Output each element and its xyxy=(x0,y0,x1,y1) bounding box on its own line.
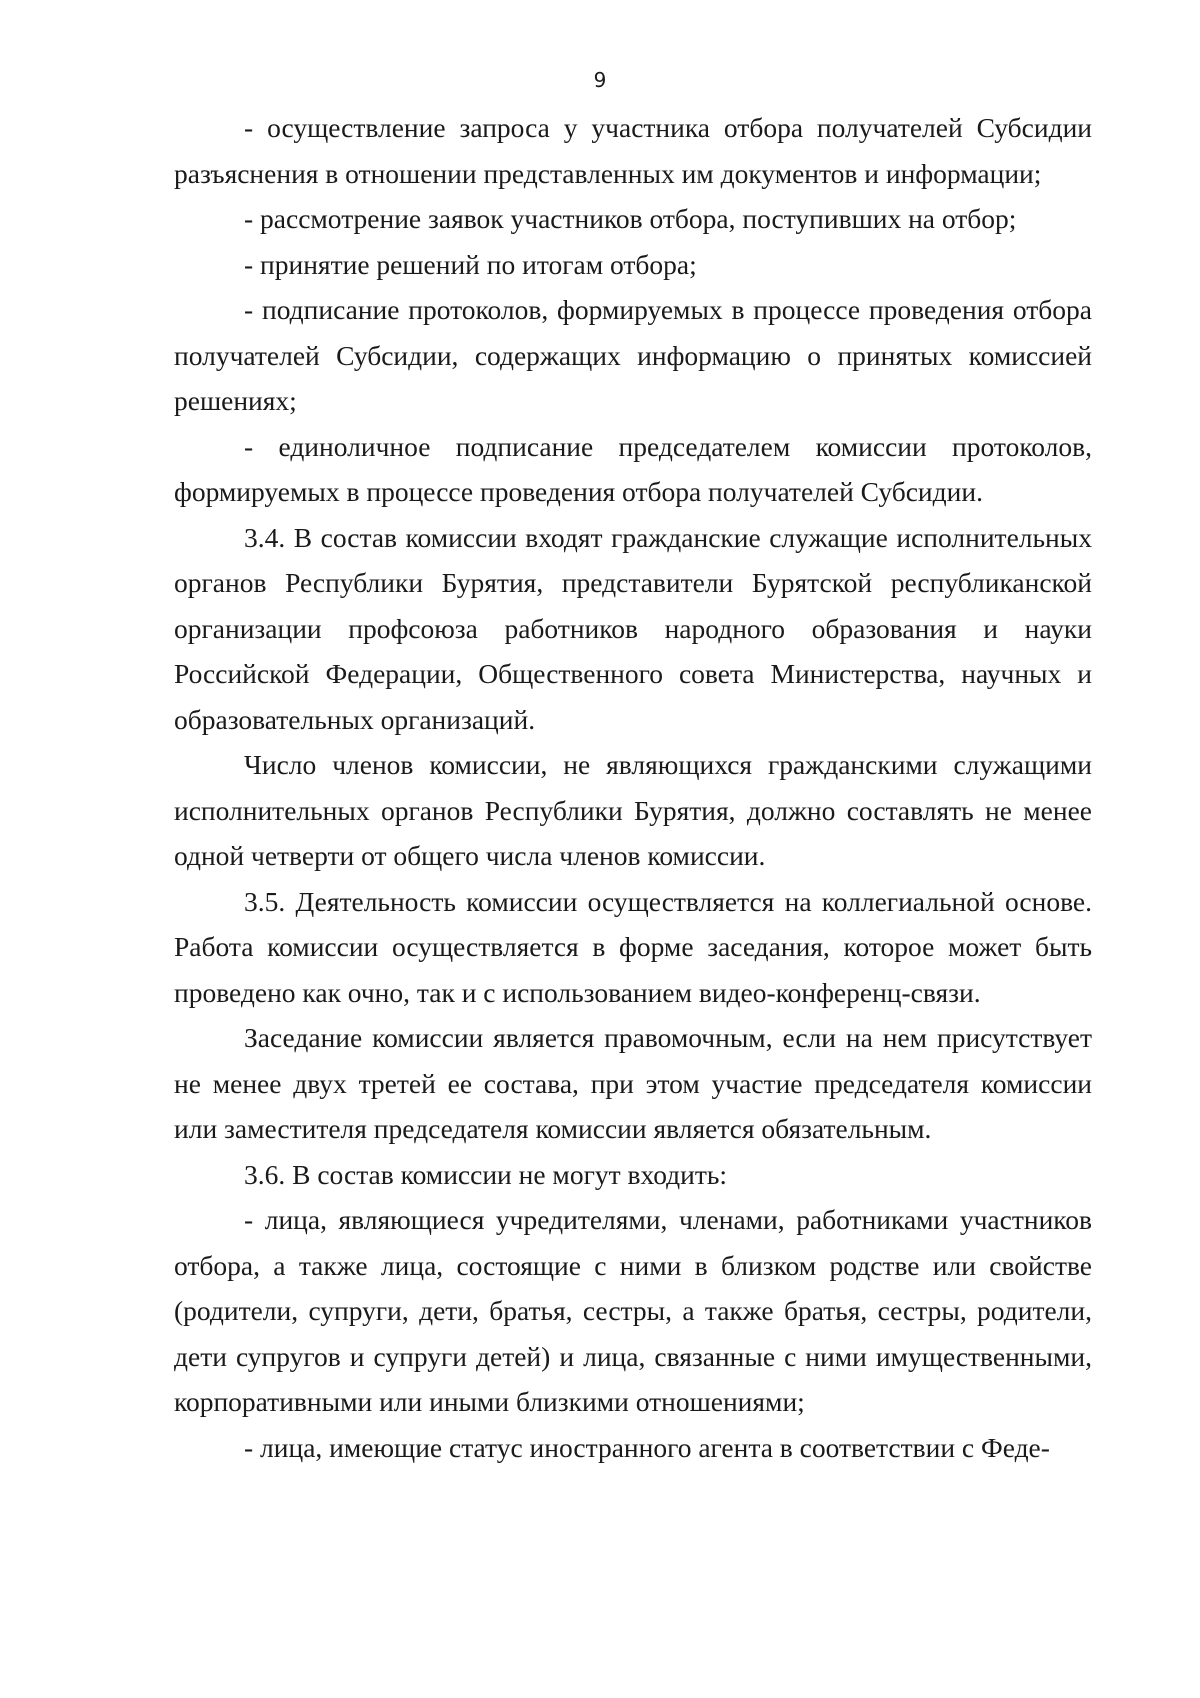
page-number: 9 xyxy=(593,68,607,92)
paragraph-sole-signing: - единоличное подписание председателем комиссии протоколов, формируемых в процессе проведения отбора получателей Субсидии. xyxy=(174,430,1092,507)
paragraph-member-count: Число членов комиссии, не являющихся гражданскими служащими исполнительных органов Республики Бурятия, должно составлять не менее одной четверти от общего числа членов комиссии. xyxy=(174,749,1092,871)
paragraph-quorum: Заседание комиссии является правомочным, если на нем присутствует не менее двух третей ее состава, при этом участие председателя комиссии или заместителя председателя комиссии является обязательным. xyxy=(174,1022,1092,1144)
paragraph-3-6-exclusions: 3.6. В состав комиссии не могут входить: xyxy=(244,1158,728,1190)
paragraph-request-clarification: - осуществление запроса у участника отбора получателей Субсидии разъяснения в отношении представленных им документов и информации; xyxy=(174,112,1092,189)
paragraph-3-4-composition: 3.4. В состав комиссии входят гражданские служащие исполнительных органов Республики Бурятия, представители Бурятской республиканской организации профсоюза работников народного образования и науки Российской Федерации, Общественного совета Министерства, научных и образовательных организаций. xyxy=(174,521,1092,735)
document-body xyxy=(174,105,1092,1470)
paragraph-3-5-activity: 3.5. Деятельность комиссии осуществляется на коллегиальной основе. Работа комиссии осуществляется в форме заседания, которое может быть проведено как очно, так и с использованием видео-конференц-связи. xyxy=(174,885,1092,1008)
paragraph-foreign-agents: - лица, имеющие статус иностранного агента в соответствии с Феде- xyxy=(244,1431,1050,1463)
paragraph-review-applications: - рассмотрение заявок участников отбора, поступивших на отбор; xyxy=(244,203,1017,234)
paragraph-decisions: - принятие решений по итогам отбора; xyxy=(244,248,697,280)
paragraph-related-persons: - лица, являющиеся учредителями, членами, работниками участников отбора, а также лица, состоящие с ними в близком родстве или свойстве (родители, супруги, дети, братья, сестры, а также братья, сестры, родители, дети супругов и супруги детей) и лица, связанные с ними имущественными, корпоративными или иными близкими отношениями; xyxy=(174,1204,1092,1417)
paragraph-signing-protocols: - подписание протоколов, формируемых в процессе проведения отбора получателей Субсидии, содержащих информацию о принятых комиссией решениях; xyxy=(174,294,1092,416)
